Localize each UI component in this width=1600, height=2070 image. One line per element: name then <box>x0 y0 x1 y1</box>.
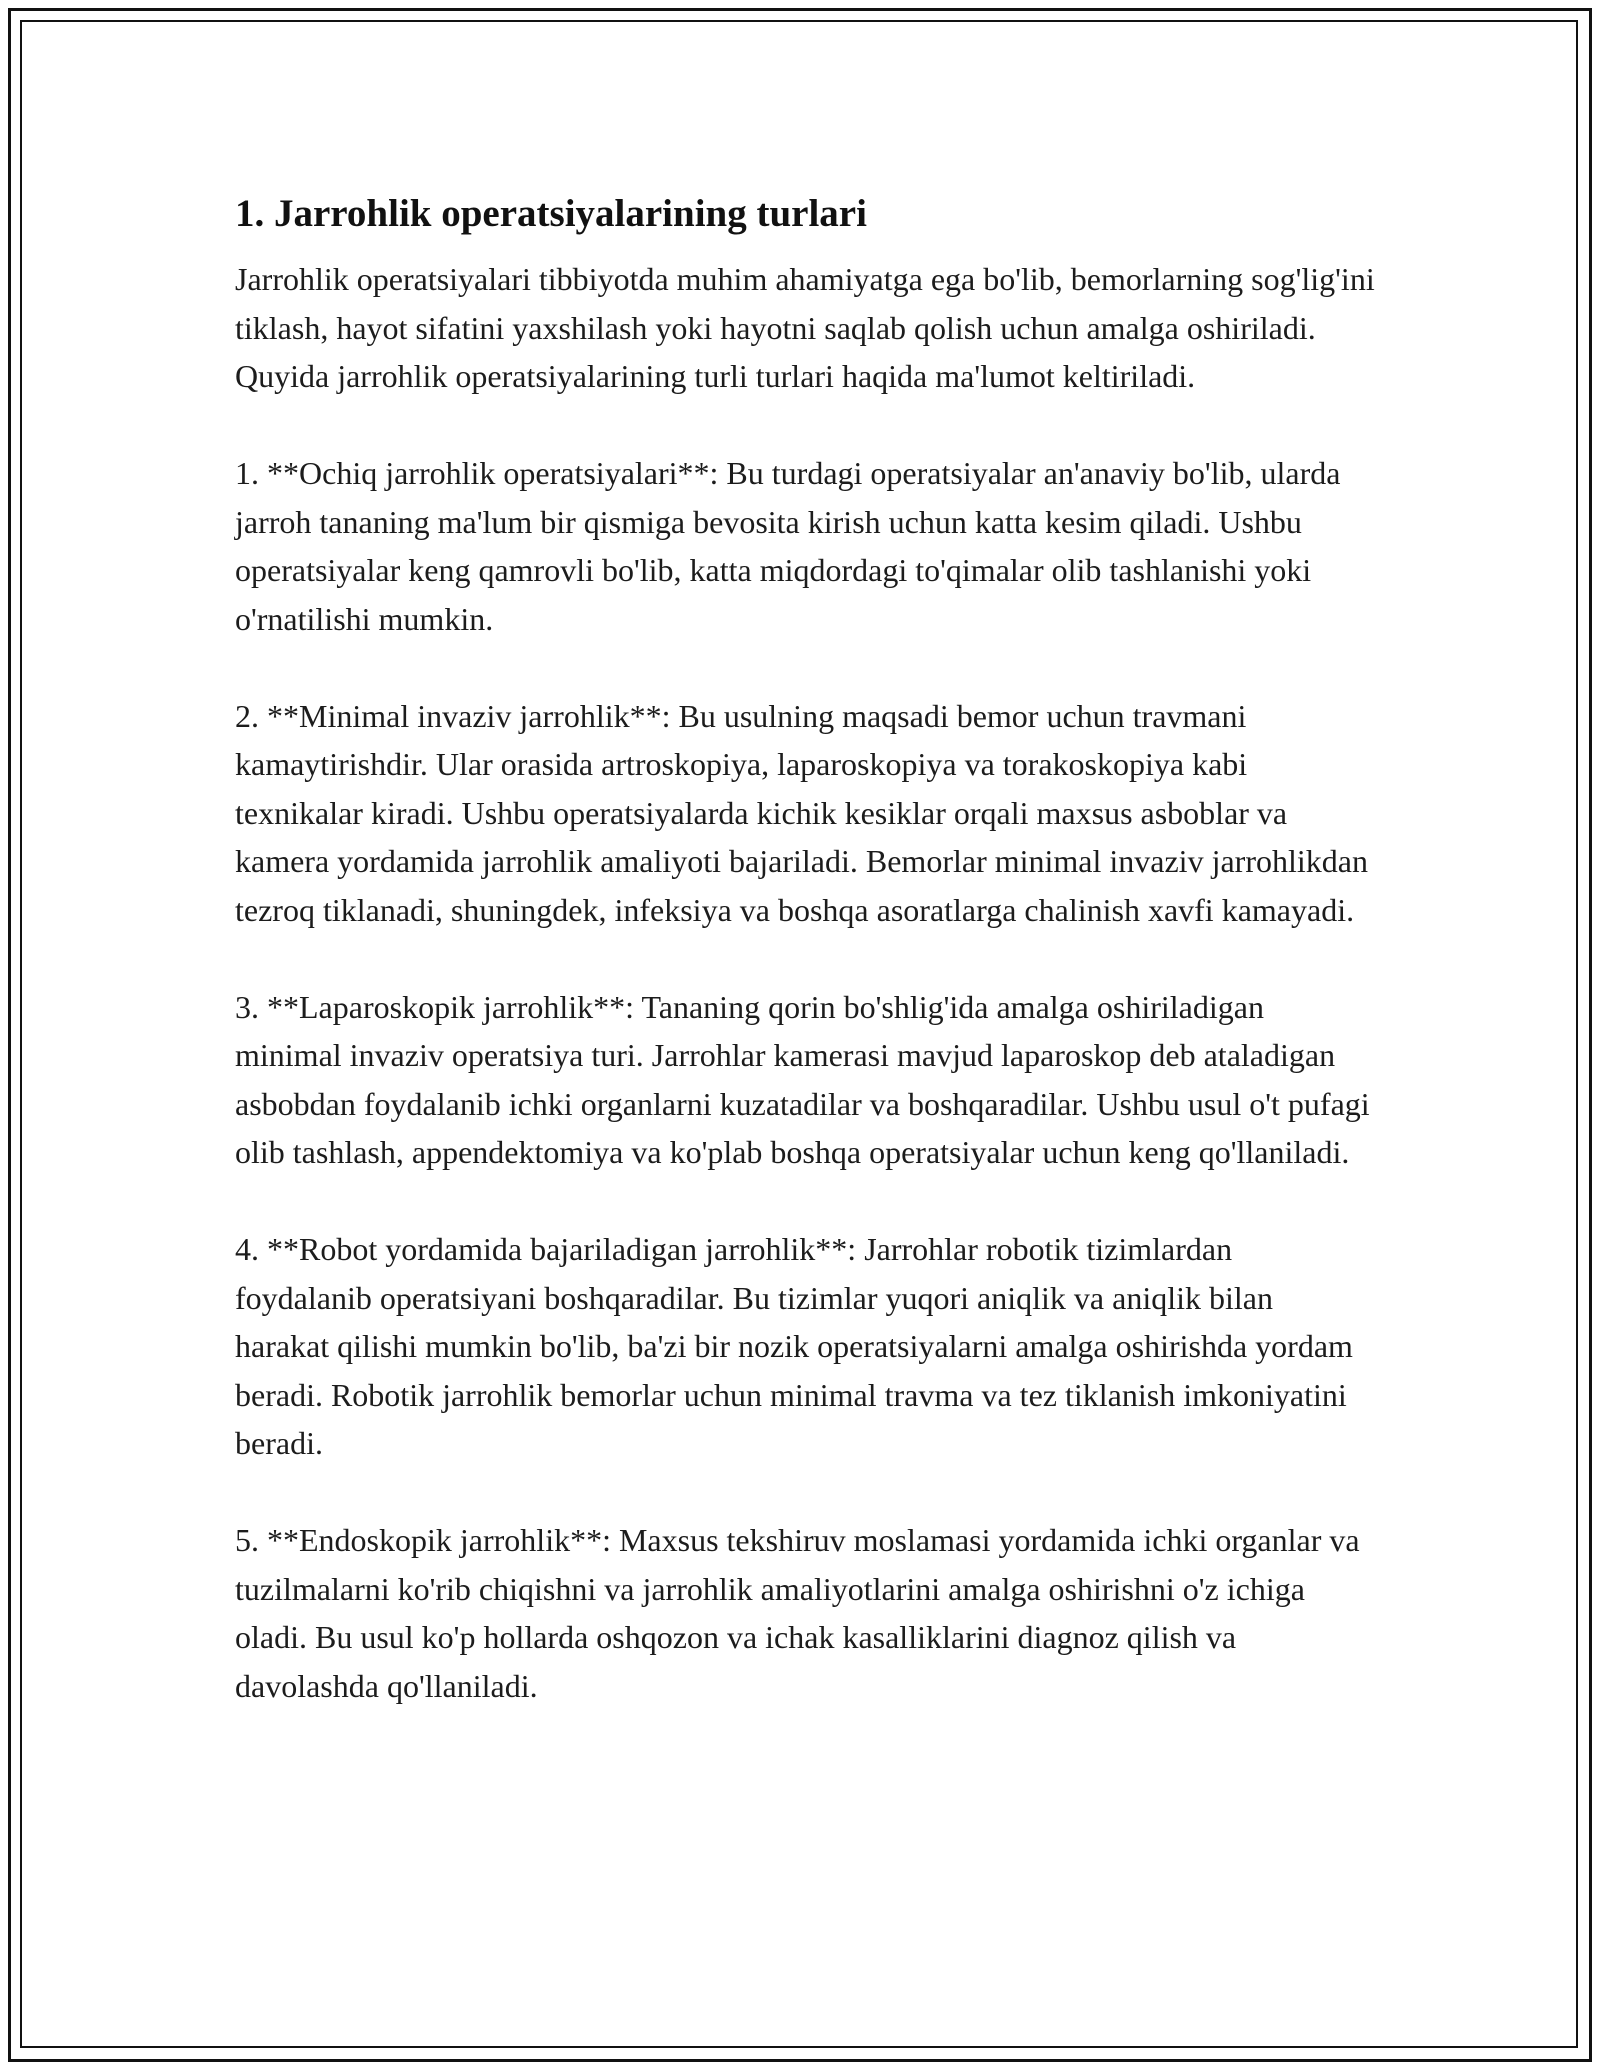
list-item-robotic: 4. **Robot yordamida bajariladigan jarrohlik**: Jarrohlar robotik tizimlardan foydalanib operatsiyani boshqaradilar. Bu tizimlar yuqori aniqlik va aniqlik bilan harakat qilishi mumkin bo'lib, ba'zi bir nozik operatsiyalarni amalga oshirishda yordam beradi. Robotik jarrohlik bemorlar uchun minimal travma va tez tiklanish imkoniyatini beradi. <box>235 1231 1353 1461</box>
list-item-endoscopic: 5. **Endoskopik jarrohlik**: Maxsus tekshiruv moslamasi yordamida ichki organlar va tuzilmalarni ko'rib chiqishni va jarrohlik amaliyotlarini amalga oshirishni o'z ichiga oladi. Bu usul ko'p hollarda oshqozon va ichak kasalliklarini diagnoz qilish va davolashda qo'llaniladi. <box>235 1522 1360 1704</box>
section-heading: 1. Jarrohlik operatsiyalarining turlari <box>235 192 867 235</box>
list-item-minimally-invasive: 2. **Minimal invaziv jarrohlik**: Bu usulning maqsadi bemor uchun travmani kamaytirishdir. Ular orasida artroskopiya, laparoskopiya va torakoskopiya kabi texnikalar kiradi. Ushbu operatsiyalarda kichik kesiklar orqali maxsus asboblar va kamera yordamida jarrohlik amaliyoti bajariladi. Bemorlar minimal invaziv jarrohlikdan tezroq tiklanadi, shuningdek, infeksiya va boshqa asoratlarga chalinish xavfi kamayadi. <box>235 697 1368 928</box>
list-item-laparoscopic: 3. **Laparoskopik jarrohlik**: Tananing qorin bo'shlig'ida amalga oshiriladigan minimal invaziv operatsiya turi. Jarrohlar kamerasi mavjud laparoskop deb ataladigan asbobdan foydalanib ichki organlarni kuzatadilar va boshqaradilar. Ushbu usul o't pufagi olib tashlash, appendektomiya va ko'plab boshqa operatsiyalar uchun keng qo'llaniladi. <box>235 988 1370 1170</box>
document-body <box>235 185 1375 1759</box>
intro-paragraph: Jarrohlik operatsiyalari tibbiyotda muhim ahamiyatga ega bo'lib, bemorlarning sog'lig'ini tiklash, hayot sifatini yaxshilash yoki hayotni saqlab qolish uchun amalga oshiriladi. Quyida jarrohlik operatsiyalarining turli turlari haqida ma'lumot keltiriladi. <box>235 261 1375 394</box>
list-item-open-surgery: 1. **Ochiq jarrohlik operatsiyalari**: Bu turdagi operatsiyalar an'anaviy bo'lib, ularda jarroh tananing ma'lum bir qismiga bevosita kirish uchun katta kesim qiladi. Ushbu operatsiyalar keng qamrovli bo'lib, katta miqdordagi to'qimalar olib tashlanishi yoki o'rnatilishi mumkin. <box>235 455 1341 637</box>
